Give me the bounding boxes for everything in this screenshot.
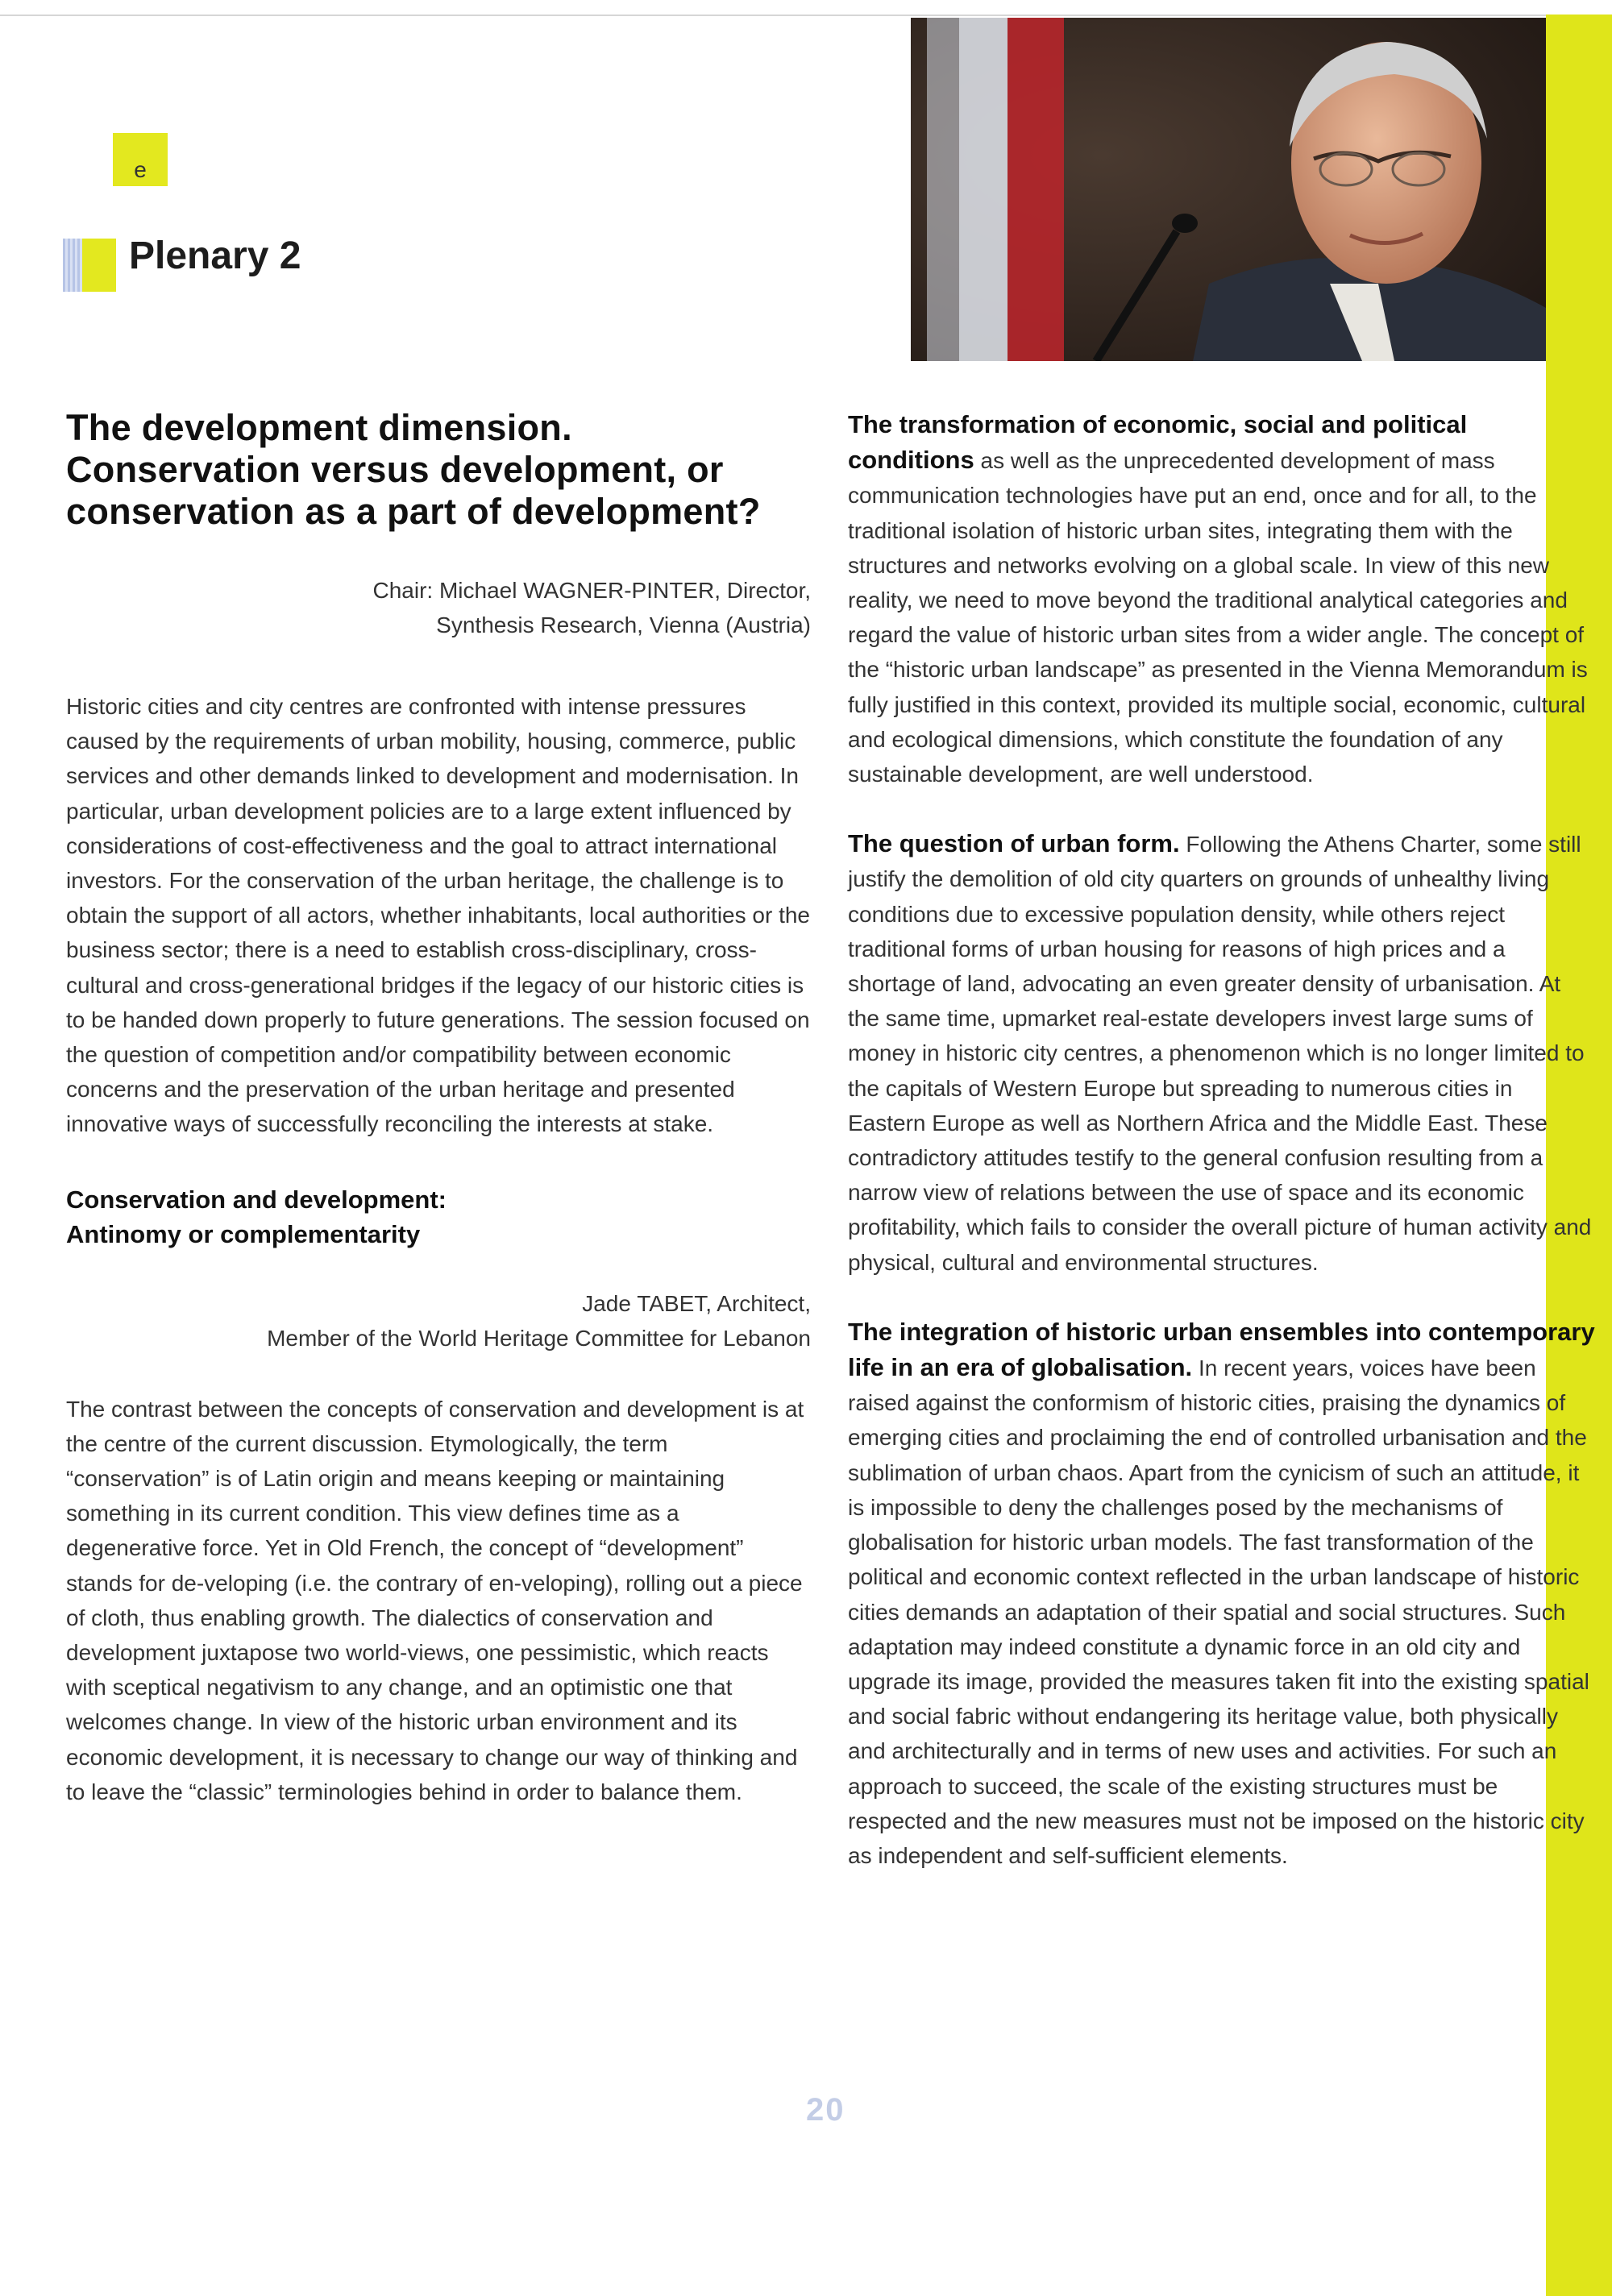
language-marker-letter: e [134,157,147,182]
integration-paragraph [848,1314,1596,1873]
main-heading: The development dimension. Conservation versus development, or conservation as a part of development? [66,407,761,532]
right-column [848,407,1596,1908]
section-title: Plenary 2 [129,235,301,277]
urban-form-lead: The question of urban form. [848,829,1180,858]
integration-lead: The integration of historic urban ensembles into contemporary life in an era of globalisation. [848,1317,1595,1382]
plenary-mark-yellow [82,239,116,292]
speaker-line-1: Jade TABET, Architect, [582,1290,811,1316]
contrast-paragraph: The contrast between the concepts of conservation and development is at the centre of the current discussion. Etymologically, the term “conservation” is of Latin origin and means keeping or maintaining something in its current condition. This view defines time as a degenerative force. Yet in Old French, the concept of “development” stands for de-veloping (i.e. the contrary of en-veloping), rolling out a piece of cloth, thus enabling growth. The dialectics of conservation and development juxtapose two world-views, one pessimistic, which reacts with sceptical negativism to any change, and an optimistic one that welcomes change. In view of the historic urban environment and its economic development, it is necessary to change our way of thinking and to leave the “classic” terminologies behind in order to balance them. [66,1396,804,1804]
speaker-credit [66,1286,811,1356]
transformation-text: as well as the unprecedented development of mass communication technologies have put an end, once and for all, to the traditional isolation of historic urban sites, integrating them with the structures and networks evolving on a global scale. In view of this new reality, we need to move beyond the traditional analytical categories and regard the value of historic urban sites from a wider angle. The concept of the “historic urban landscape” as presented in the Vienna Memorandum is fully justified in this context, provided its multiple social, economic, cultural and ecological dimensions, which constitute the foundation of any sustainable development, are well understood. [848,448,1588,787]
speaker-photo-image [911,18,1546,361]
transformation-lead: The transformation of economic, social and political conditions [848,410,1468,475]
chair-line-1: Chair: Michael WAGNER-PINTER, Director, [372,578,811,603]
intro-paragraph: Historic cities and city centres are confronted with intense pressures caused by the requirements of urban mobility, housing, commerce, public services and other demands linked to development and modernisation. In particular, urban development policies are to a large extent influenced by considerations of cost-effectiveness and the goal to attract international investors. For the conservation of the urban heritage, the challenge is to obtain the support of all actors, whether inhabitants, local authorities or the business sector; there is a need to establish cross-disciplinary, cross-cultural and cross-generational bridges if the legacy of our historic cities is to be handed down properly to future generations. The session focused on the question of competition and/or compatibility between economic concerns and the preservation of the urban heritage and presented innovative ways of successfully reconciling the interests at stake. [66,694,810,1137]
chair-credit [66,573,811,642]
subheading-line-1: Conservation and development: [66,1185,447,1214]
plenary-color-mark [63,239,116,292]
speaker-line-2: Member of the World Heritage Committee for Lebanon [267,1325,811,1351]
speaker-photo [911,18,1546,361]
left-column [66,407,811,1809]
chair-line-2: Synthesis Research, Vienna (Austria) [436,612,811,637]
integration-text: In recent years, voices have been raised against the conformism of historic cities, praising the dynamics of emerging cities and proclaiming the end of controlled urbanisation and the sublimation of urban chaos. Apart from the cynicism of such an attitude, it is impossible to deny the challenges posed by the mechanisms of globalisation for historic urban models. The fast transformation of the political and economic context reflected in the urban landscape of historic cities demands an adaptation of their spatial and social structures. Such adaptation may indeed constitute a dynamic force in an old city and upgrade its image, provided the measures taken fit into the existing spatial and social fabric without endangering its heritage value, both physically and architecturally and in terms of new uses and activities. For such an approach to succeed, the scale of the existing structures must be respected and the new measures must not be imposed on the historic city as independent and self-sufficient elements. [848,1356,1589,1868]
urban-form-text: Following the Athens Charter, some still justify the demolition of old city quarters on grounds of unhealthy living conditions due to excessive population density, while others reject traditional forms of urban housing for reasons of high prices and a shortage of land, advocating an even greater density of urbanisation. At the same time, upmarket real-estate developers invest large sums of money in historic city centres, a phenomenon which is no longer limited to the capitals of Western Europe but spreading to numerous cities in Eastern Europe as well as Northern Africa and the Middle East. These contradictory attitudes testify to the general confusion resulting from a narrow view of relations between the use of space and its economic profitability, which fails to consider the overall picture of human activity and physical, cultural and environmental structures. [848,832,1592,1275]
transformation-paragraph [848,407,1596,791]
page-number: 20 [806,2092,845,2128]
language-marker [113,133,168,186]
urban-form-paragraph [848,826,1596,1280]
subheading [66,1182,811,1252]
subheading-line-2: Antinomy or complementarity [66,1219,421,1248]
top-rule [0,15,1548,16]
